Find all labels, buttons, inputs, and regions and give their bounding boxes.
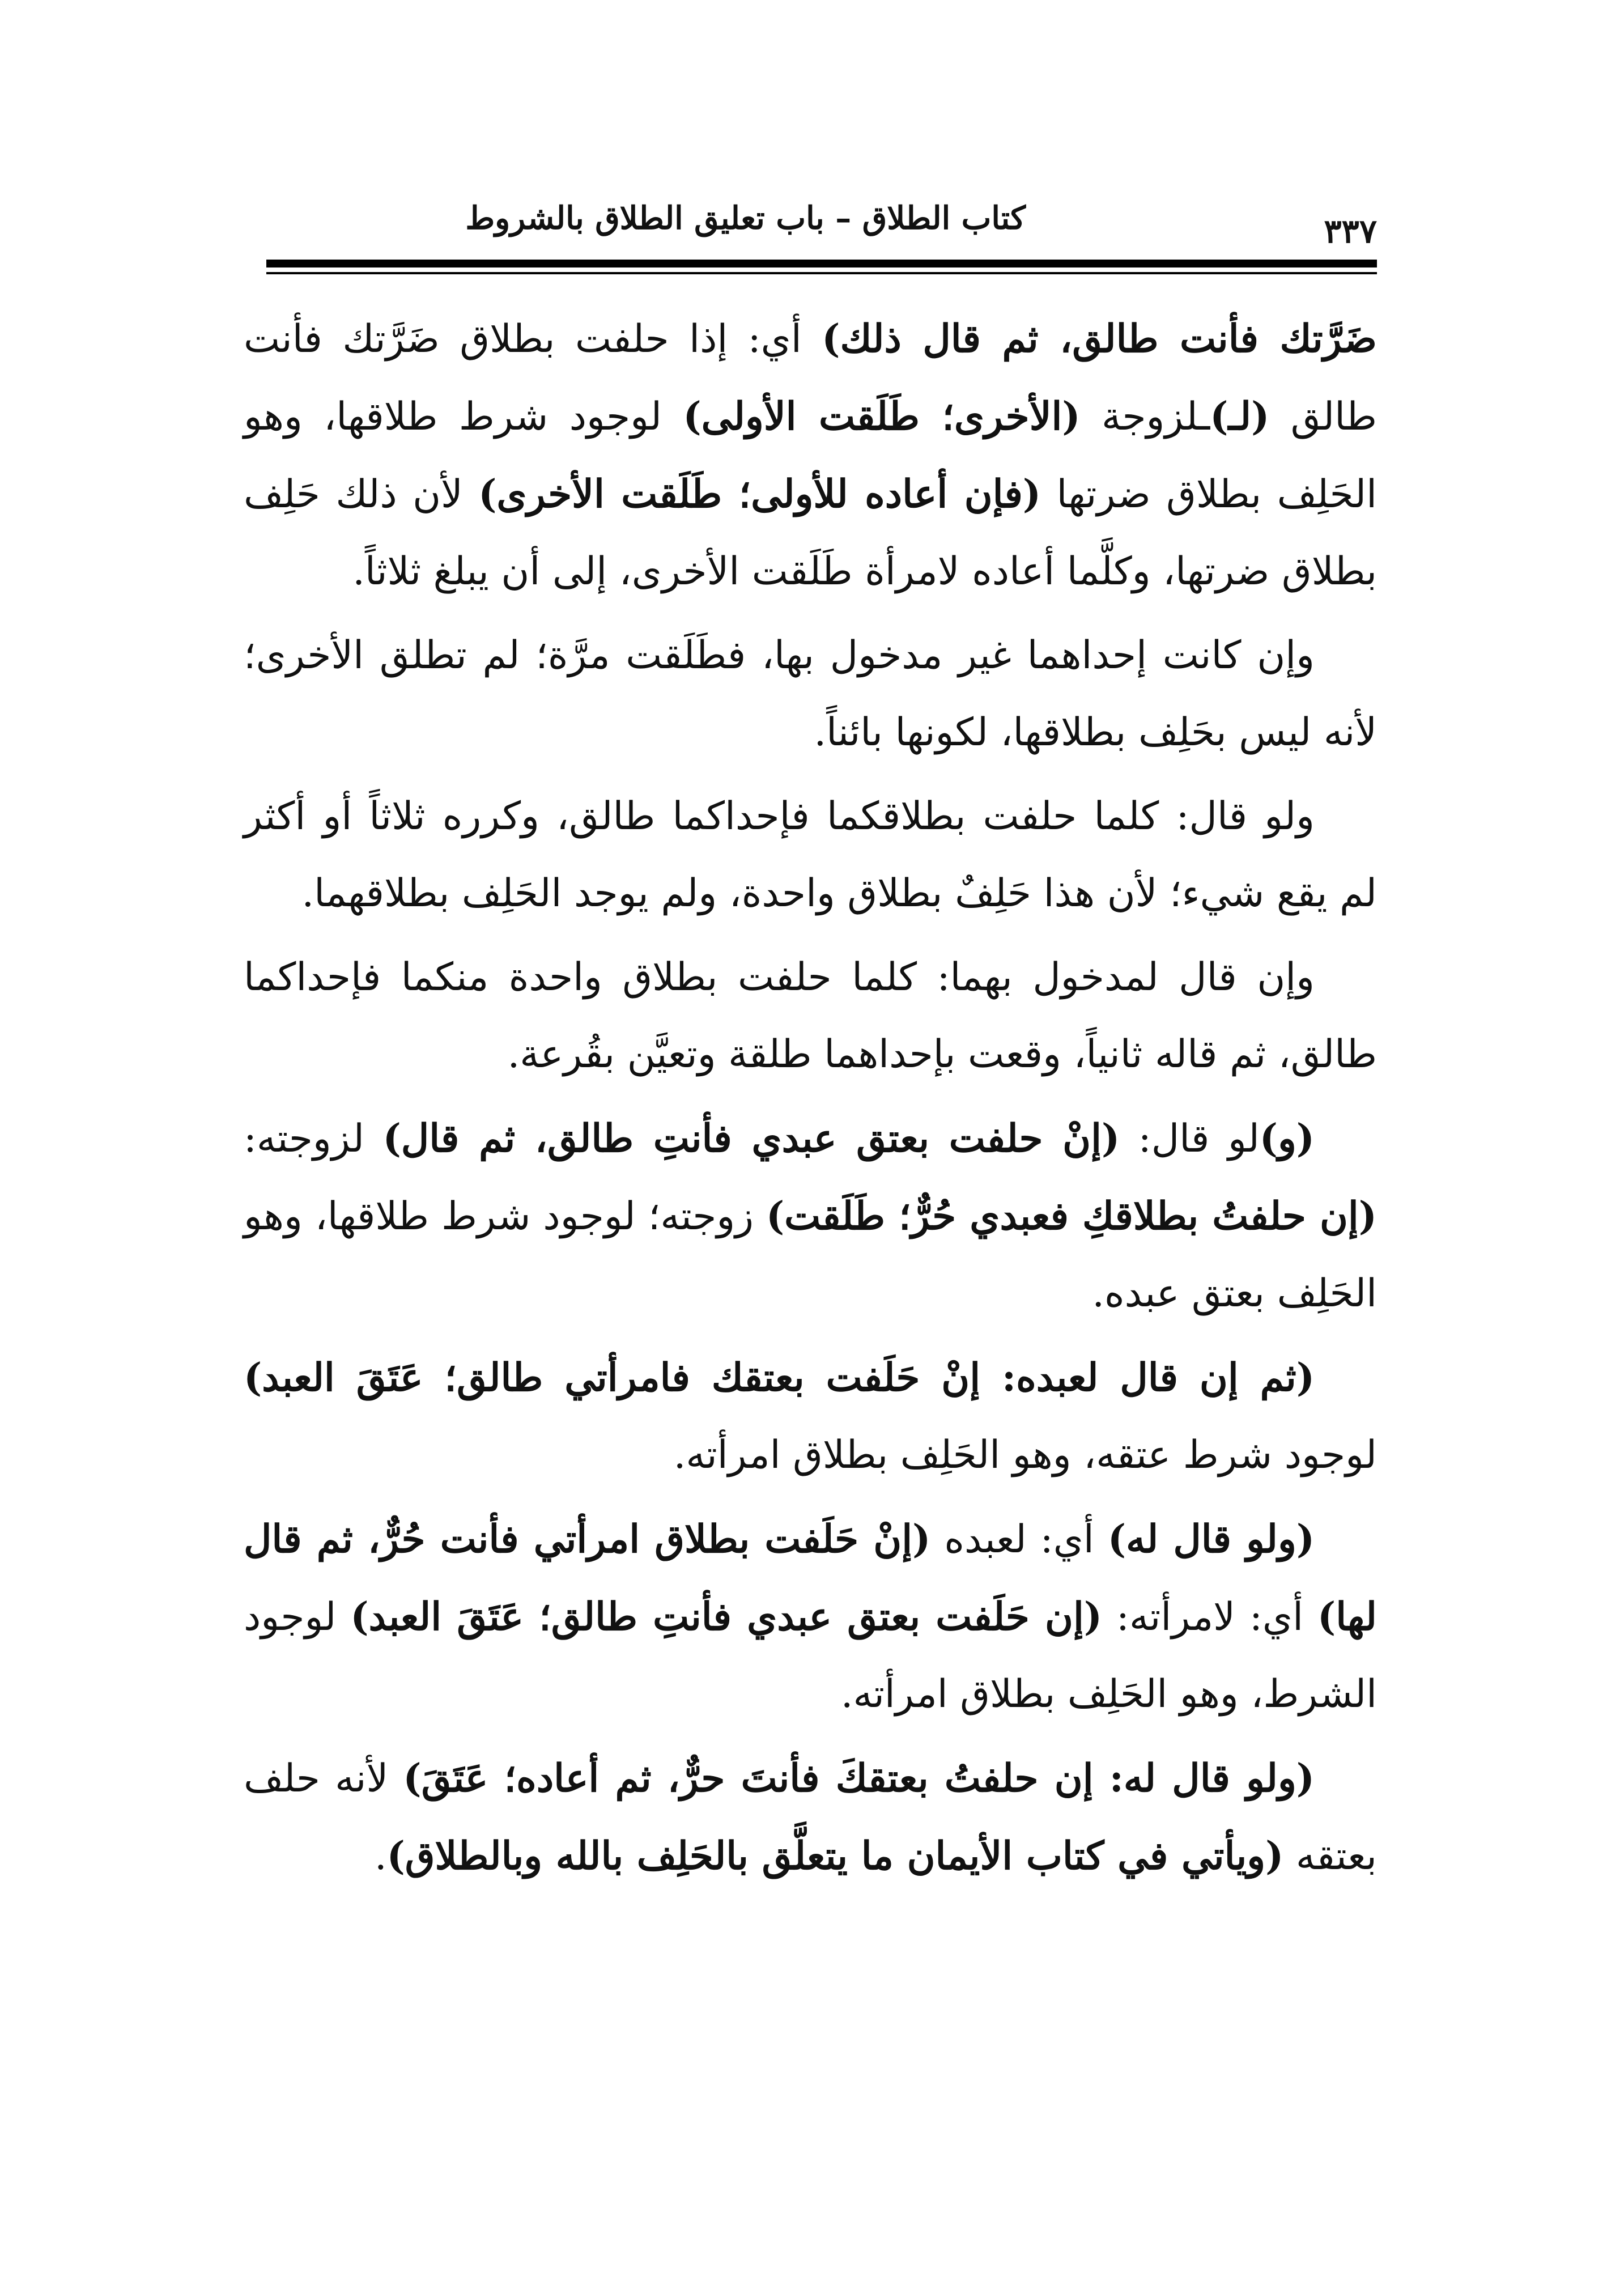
sharh-text: . <box>375 1834 387 1879</box>
sharh-text: أي: إذا حلفت بطلاق ضَرَّتك فأنت طالق <box>244 317 1377 439</box>
sharh-text: وإن قال لمدخول بهما: كلما حلفت بطلاق واحدة منكما فإحداكما طالق، ثم قاله ثانياً، وقعت بإحداهما طلقة وتعيَّن بقُرعة. <box>244 955 1377 1077</box>
matn-text: (الأخرى؛ طَلَقت الأولى) <box>683 394 1081 439</box>
sharh-text: لوجود الشرط، وهو الحَلِف بطلاق امرأته. <box>244 1595 1377 1717</box>
paragraph-6 <box>244 1339 1377 1494</box>
paragraph-4 <box>244 939 1377 1093</box>
paragraph-8 <box>244 1740 1377 1895</box>
matn-text: (ولو قال له) <box>1107 1517 1315 1562</box>
matn-text: (إن حلفتُ بطلاقكِ فعبدي حُرٌّ؛ طَلَقت) <box>766 1194 1377 1239</box>
running-header-title: كتاب الطلاق – باب تعليق الطلاق بالشروط <box>465 199 1026 237</box>
sharh-text: لوجود شرط عتقه، وهو الحَلِف بطلاق امرأته. <box>673 1433 1377 1477</box>
paragraph-2 <box>244 617 1377 771</box>
sharh-text: ـلزوجة <box>1080 394 1210 439</box>
matn-text: (ويأتي في كتاب الأيمان ما يتعلَّق بالحَلِف بالله وبالطلاق) <box>386 1833 1284 1879</box>
matn-text: (إنْ حَلَفت بطلاق امرأتي فأنت حُرٌّ، ثم قال لها) <box>244 1517 1377 1640</box>
matn-text: (لـ) <box>1210 394 1270 439</box>
page-number: ٣٣٧ <box>1324 212 1377 250</box>
sharh-text: أي: لامرأته: <box>1102 1595 1318 1640</box>
sharh-text: أي: لعبده <box>930 1517 1108 1562</box>
sharh-text: لأن ذلك حَلِف بطلاق ضرتها، وكلَّما أعاده لامرأة طَلَقت الأخرى، إلى أن يبلغ ثلاثاً. <box>244 472 1377 594</box>
body-text <box>244 300 1377 1902</box>
matn-text: (و) <box>1259 1116 1315 1161</box>
sharh-text: لوجود شرط طلاقها، وهو الحَلِف بطلاق ضرتها <box>244 394 1378 517</box>
matn-text: (إنْ حلفت بعتق عبدي فأنتِ طالق، ثم قال) <box>382 1116 1120 1161</box>
header-rule-thick <box>266 260 1377 267</box>
paragraph-3 <box>244 778 1377 932</box>
header-rule-thin <box>266 272 1377 274</box>
paragraph-7 <box>244 1501 1377 1733</box>
matn-text: ضَرَّتك فأنت طالق، ثم قال ذلك) <box>822 316 1378 362</box>
matn-text: (ولو قال له: إن حلفتُ بعتقكَ فأنتَ حرٌّ، ثم أعاده؛ عَتَقَ) <box>403 1756 1315 1801</box>
matn-text: (إن حَلَفت بعتق عبدي فأنتِ طالق؛ عَتَقَ العبد) <box>350 1594 1103 1640</box>
matn-text: (ثم إن قال لعبده: إنْ حَلَفت بعتقك فامرأتي طالق؛ عَتَقَ العبد) <box>244 1355 1315 1400</box>
sharh-text: ولو قال: كلما حلفت بطلاقكما فإحداكما طالق، وكرره ثلاثاً أو أكثر لم يقع شيء؛ لأن هذا حَلِفٌ بطلاق واحدة، ولم يوجد الحَلِف بطلاقهما. <box>244 794 1377 916</box>
matn-text: (فإن أعاده للأولى؛ طَلَقت الأخرى) <box>478 472 1041 517</box>
sharh-text: زوجته؛ لوجود شرط طلاقها، وهو الحَلِف بعتق عبده. <box>244 1194 1377 1316</box>
paragraph-1 <box>244 300 1377 610</box>
paragraph-5 <box>244 1100 1377 1332</box>
sharh-text: لزوجته: <box>244 1116 383 1161</box>
sharh-text: لأنه حلف بعتقه <box>244 1756 1377 1879</box>
page-header <box>266 187 1377 249</box>
sharh-text: وإن كانت إحداهما غير مدخول بها، فطَلَقت مرَّة؛ لم تطلق الأخرى؛ لأنه ليس بحَلِف بطلاقها، لكونها بائناً. <box>244 633 1377 755</box>
sharh-text: لو قال: <box>1120 1116 1260 1161</box>
